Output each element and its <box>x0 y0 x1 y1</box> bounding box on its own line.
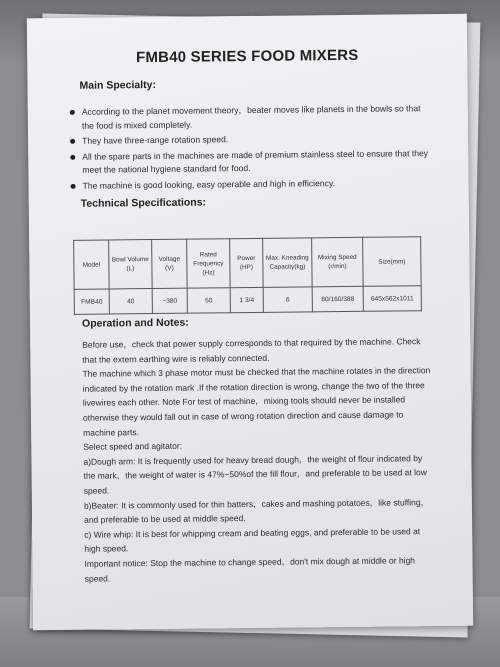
table-cell: 6 <box>263 287 312 313</box>
paragraph: b)Beater: It is commonly used for thin batters，cakes and mashing potatoes，like stuffing，and preferable to be used at middle speed. <box>83 496 430 525</box>
table-cell: ~380 <box>152 288 187 313</box>
list-item <box>82 176 430 193</box>
main-specialty-heading: Main Specialty: <box>79 78 157 92</box>
bullet-text: All the spare parts in the machines are made of premium stainless steel to ensure that they meet the national hygiene standard for food. <box>82 147 429 175</box>
list-item <box>82 131 430 148</box>
bullet-text: The machine is good looking, easy operable and high in efficiency. <box>82 177 336 191</box>
table-header-cell: Size(mm) <box>363 237 422 287</box>
technical-specifications-heading: Technical Specifications: <box>80 196 207 210</box>
table-cell: 645x562x1011 <box>363 286 421 312</box>
specialty-list <box>82 102 431 195</box>
paragraph: Important notice: Stop the machine to change speed，don't mix dough at middle or high speed. <box>84 555 416 584</box>
table-cell: 50 <box>187 288 230 313</box>
document-title: FMB40 SERIES FOOD MIXERS <box>135 46 359 67</box>
table-cell: 1 3/4 <box>230 287 263 312</box>
table-header-cell: Power (HP) <box>230 238 264 287</box>
table-cell: 80/160/388 <box>312 286 363 312</box>
table-cell: FMB40 <box>74 289 109 314</box>
table-header-cell: Max. Kneading Capacity(kg) <box>263 238 313 288</box>
document-sheet <box>27 14 473 631</box>
list-item <box>82 102 430 133</box>
paragraph: The machine which 3 phase motor must be checked that the machine rotates in the direction indicated by the rotation mark .If the rotation direction is wrong, change the two of the three livewires each other. Note For test of machine，mixing tools should never be installed otherwise they would fall out in case of wrong rotation direction and cause damage to machine parts. <box>82 365 431 438</box>
bullet-icon <box>70 110 75 115</box>
spec-table <box>73 236 422 315</box>
table-row <box>74 286 421 315</box>
operation-notes-heading: Operation and Notes: <box>81 316 189 330</box>
paragraph: Before use，check that power supply corresponds to that required by the machine. Check that the extern earthing wire is reliably connected. <box>82 336 421 365</box>
bullet-icon <box>70 139 75 144</box>
list-item <box>82 147 430 178</box>
operation-notes-body <box>82 334 437 586</box>
table-header-cell: Mixing Speed (r/min) <box>312 237 364 287</box>
bullet-text: They have three-range rotation speed. <box>82 134 229 146</box>
paragraph: c) Wire whip: It is best for whipping cream and beating eggs, and preferable to be used at high speed. <box>84 525 421 555</box>
bullet-icon <box>70 154 75 159</box>
table-header-row <box>74 237 421 290</box>
table-header-cell: Bowl Volume (L) <box>109 240 153 289</box>
table-header-cell: Model <box>74 240 110 289</box>
table-cell: 40 <box>109 289 152 314</box>
paragraph: a)Dough arm: It is frequently used for heavy bread dough，the weight of flour indicated by the mark，the weight of water is 47%~50%of the fill flour，and preferable to be used at low speed. <box>83 452 427 496</box>
table-header-cell: Rated Frequency (Hz) <box>187 239 231 288</box>
paragraph: Select speed and agitator: <box>83 440 183 452</box>
bullet-text: According to the planet movement theory，beater moves like planets in the bowls so that the food is mixed completely. <box>81 103 421 131</box>
table-header-cell: Voltage (V) <box>152 239 188 288</box>
bullet-icon <box>71 183 76 188</box>
